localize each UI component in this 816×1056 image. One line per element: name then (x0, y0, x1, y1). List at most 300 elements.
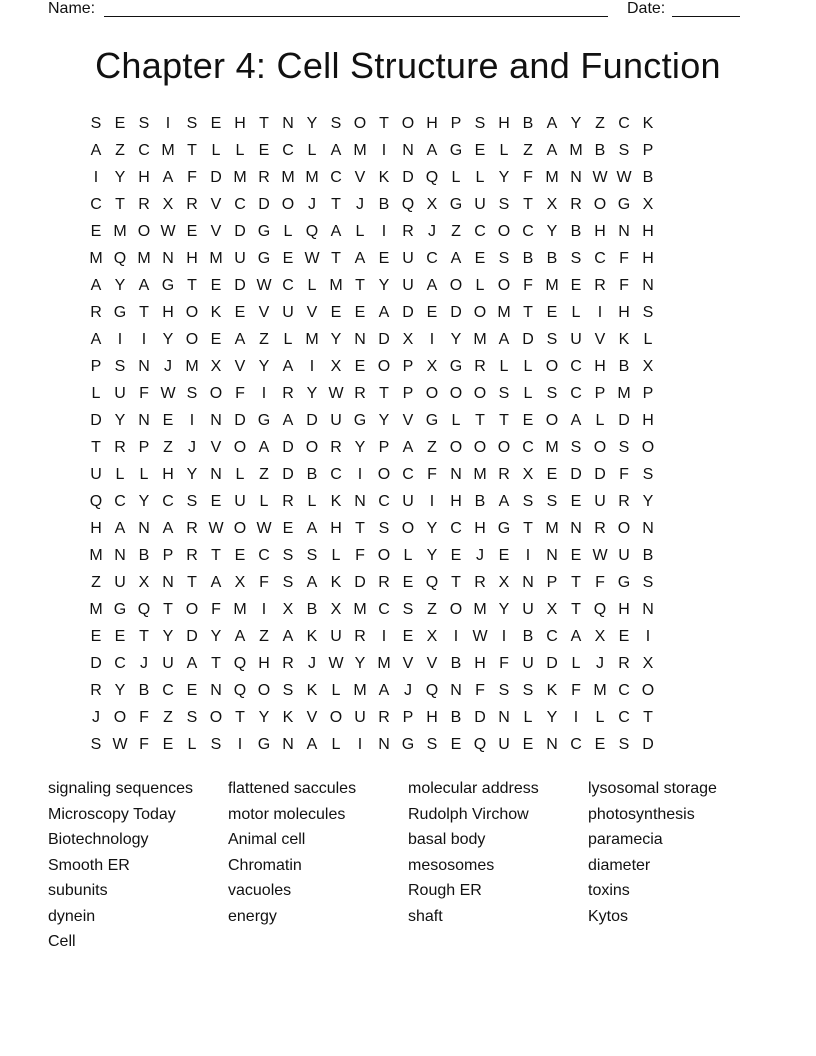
grid-letter: G (113, 304, 127, 321)
grid-letter: R (282, 385, 294, 402)
grid-letter: S (426, 736, 438, 753)
word-list-item: Smooth ER (48, 856, 130, 874)
header (48, 0, 748, 20)
grid-letter: O (185, 331, 199, 348)
grid-letter: Y (378, 412, 390, 429)
grid-letter: M (161, 142, 175, 159)
grid-letter: F (571, 682, 581, 699)
grid-letter: L (595, 709, 605, 726)
grid-row (84, 113, 732, 140)
grid-letter: D (522, 331, 534, 348)
grid-letter: G (113, 601, 127, 618)
grid-letter: O (641, 439, 655, 456)
grid-letter: E (618, 628, 630, 645)
grid-letter: A (162, 169, 174, 186)
grid-letter: M (137, 250, 151, 267)
grid-letter: S (402, 601, 414, 618)
grid-letter: U (330, 412, 342, 429)
grid-letter: O (497, 439, 511, 456)
grid-row (84, 221, 732, 248)
grid-letter: L (331, 682, 341, 699)
grid-letter: S (138, 115, 150, 132)
word-list-item: vacuoles (228, 882, 292, 899)
word-list-item: lysosomal storage (588, 780, 717, 797)
grid-letter: G (617, 574, 631, 591)
grid-letter: R (594, 520, 606, 537)
grid-letter: T (355, 520, 365, 537)
grid-letter: L (451, 169, 461, 186)
grid-letter: E (546, 466, 558, 483)
grid-letter: B (642, 169, 654, 186)
grid-letter: A (426, 142, 438, 159)
grid-letter: Z (163, 439, 173, 456)
word-list-item: Rough ER (408, 882, 482, 899)
grid-letter: X (426, 628, 438, 645)
grid-letter: C (402, 466, 414, 483)
grid-letter: M (89, 250, 103, 267)
name-blank-line (104, 16, 608, 17)
grid-letter: W (328, 385, 344, 402)
grid-letter: S (642, 466, 654, 483)
grid-letter: Y (570, 115, 582, 132)
grid-letter: B (138, 547, 150, 564)
grid-letter: N (114, 547, 126, 564)
grid-letter: U (570, 331, 582, 348)
grid-row (84, 302, 732, 329)
grid-letter: X (546, 196, 558, 213)
grid-letter: O (449, 601, 463, 618)
grid-letter: M (233, 169, 247, 186)
word-list-item: basal body (408, 831, 486, 848)
grid-letter: T (379, 115, 389, 132)
grid-letter: T (115, 196, 125, 213)
grid-letter: S (330, 115, 342, 132)
grid-letter: B (522, 628, 534, 645)
grid-row (84, 491, 732, 518)
grid-letter: F (139, 385, 149, 402)
grid-letter: D (402, 304, 414, 321)
grid-letter: J (596, 655, 604, 672)
grid-letter: P (642, 142, 654, 159)
grid-letter: Z (451, 223, 461, 240)
grid-letter: N (210, 682, 222, 699)
grid-letter: T (259, 115, 269, 132)
grid-letter: T (571, 574, 581, 591)
grid-letter: B (522, 115, 534, 132)
grid-letter: O (473, 439, 487, 456)
grid-letter: Y (546, 709, 558, 726)
grid-letter: N (642, 601, 654, 618)
grid-letter: O (377, 547, 391, 564)
grid-letter: Z (427, 439, 437, 456)
grid-letter: Y (642, 493, 654, 510)
grid-row (84, 653, 732, 680)
grid-letter: O (473, 385, 487, 402)
grid-letter: I (501, 628, 507, 645)
grid-letter: D (570, 466, 582, 483)
grid-letter: R (474, 574, 486, 591)
grid-letter: S (498, 682, 510, 699)
grid-letter: E (282, 250, 294, 267)
grid-letter: U (618, 547, 630, 564)
grid-letter: M (353, 601, 367, 618)
grid-letter: A (138, 277, 150, 294)
grid-letter: L (235, 142, 245, 159)
grid-letter: N (546, 547, 558, 564)
grid-letter: D (546, 655, 558, 672)
grid-letter: I (93, 169, 99, 186)
grid-letter: N (378, 736, 390, 753)
grid-letter: C (90, 196, 102, 213)
grid-letter: W (256, 520, 272, 537)
grid-letter: Y (498, 169, 510, 186)
grid-letter: L (307, 277, 317, 294)
grid-letter: I (381, 628, 387, 645)
grid-letter: A (498, 331, 510, 348)
grid-letter: O (281, 196, 295, 213)
grid-letter: C (474, 223, 486, 240)
grid-letter: T (331, 196, 341, 213)
grid-letter: Z (163, 709, 173, 726)
grid-letter: N (138, 358, 150, 375)
grid-letter: E (474, 250, 486, 267)
grid-letter: T (211, 655, 221, 672)
grid-letter: Q (233, 655, 247, 672)
word-list-item: paramecia (588, 831, 663, 848)
grid-letter: E (186, 223, 198, 240)
grid-letter: L (355, 223, 365, 240)
grid-letter: M (497, 304, 511, 321)
grid-letter: F (499, 655, 509, 672)
grid-letter: S (570, 250, 582, 267)
grid-row (84, 383, 732, 410)
grid-letter: K (210, 304, 222, 321)
grid-letter: H (258, 655, 270, 672)
grid-letter: V (594, 331, 606, 348)
grid-letter: U (114, 385, 126, 402)
grid-letter: L (403, 547, 413, 564)
grid-letter: L (307, 142, 317, 159)
grid-letter: E (90, 628, 102, 645)
grid-letter: A (306, 520, 318, 537)
grid-letter: E (330, 304, 342, 321)
grid-letter: N (570, 520, 582, 537)
grid-letter: Z (259, 331, 269, 348)
grid-letter: H (426, 709, 438, 726)
grid-letter: E (210, 277, 222, 294)
grid-row (84, 680, 732, 707)
grid-letter: T (139, 628, 149, 645)
grid-letter: K (306, 682, 318, 699)
grid-letter: N (162, 574, 174, 591)
grid-letter: Y (354, 439, 366, 456)
grid-letter: G (617, 196, 631, 213)
grid-letter: D (642, 736, 654, 753)
grid-letter: E (402, 574, 414, 591)
grid-letter: U (594, 493, 606, 510)
grid-letter: I (453, 628, 459, 645)
word-list-item: subunits (48, 882, 108, 899)
grid-letter: Q (425, 574, 439, 591)
grid-letter: C (522, 439, 534, 456)
grid-letter: F (235, 385, 245, 402)
grid-letter: E (450, 547, 462, 564)
grid-letter: S (282, 547, 294, 564)
grid-letter: A (450, 250, 462, 267)
grid-letter: O (113, 709, 127, 726)
grid-letter: E (522, 412, 534, 429)
grid-letter: D (234, 412, 246, 429)
grid-letter: D (378, 331, 390, 348)
grid-letter: M (377, 655, 391, 672)
grid-letter: Q (113, 250, 127, 267)
grid-letter: W (112, 736, 128, 753)
grid-letter: S (378, 520, 390, 537)
grid-letter: S (618, 439, 630, 456)
grid-letter: S (90, 736, 102, 753)
grid-letter: M (593, 682, 607, 699)
grid-letter: K (618, 331, 630, 348)
grid-letter: M (569, 142, 583, 159)
grid-letter: L (595, 412, 605, 429)
grid-letter: X (642, 655, 654, 672)
grid-letter: S (90, 115, 102, 132)
grid-letter: L (139, 466, 149, 483)
grid-letter: L (235, 466, 245, 483)
grid-letter: Y (258, 709, 270, 726)
word-list-item: Microscopy Today (48, 805, 176, 823)
grid-letter: H (426, 115, 438, 132)
grid-letter: L (643, 331, 653, 348)
grid-letter: R (258, 169, 270, 186)
grid-letter: D (306, 412, 318, 429)
grid-letter: T (163, 601, 173, 618)
grid-letter: D (210, 169, 222, 186)
grid-letter: S (546, 331, 558, 348)
grid-letter: D (282, 466, 294, 483)
grid-letter: S (618, 142, 630, 159)
grid-letter: Y (114, 412, 126, 429)
grid-letter: E (474, 142, 486, 159)
grid-letter: B (450, 655, 462, 672)
grid-letter: Y (354, 655, 366, 672)
grid-letter: R (378, 574, 390, 591)
word-list-item: energy (228, 907, 277, 925)
grid-letter: S (498, 250, 510, 267)
grid-letter: Y (306, 385, 318, 402)
grid-letter: C (378, 601, 390, 618)
grid-row (84, 626, 732, 653)
grid-letter: L (307, 493, 317, 510)
grid-letter: I (261, 385, 267, 402)
grid-letter: O (305, 439, 319, 456)
grid-letter: U (402, 250, 414, 267)
grid-letter: Y (498, 601, 510, 618)
grid-letter: C (330, 169, 342, 186)
grid-letter: M (617, 385, 631, 402)
grid-letter: D (90, 655, 102, 672)
grid-letter: K (282, 709, 294, 726)
grid-letter: O (209, 709, 223, 726)
grid-letter: O (449, 385, 463, 402)
grid-letter: O (233, 439, 247, 456)
grid-letter: T (643, 709, 653, 726)
grid-letter: H (162, 466, 174, 483)
grid-letter: W (592, 169, 608, 186)
grid-letter: L (499, 142, 509, 159)
grid-letter: F (259, 574, 269, 591)
grid-letter: Z (259, 466, 269, 483)
grid-letter: Y (186, 466, 198, 483)
grid-letter: A (90, 142, 102, 159)
grid-letter: B (450, 709, 462, 726)
grid-letter: F (523, 277, 533, 294)
grid-letter: U (354, 709, 366, 726)
grid-letter: N (210, 466, 222, 483)
grid-letter: M (305, 331, 319, 348)
grid-letter: T (571, 601, 581, 618)
grid-letter: S (618, 736, 630, 753)
grid-letter: M (185, 358, 199, 375)
grid-letter: H (594, 223, 606, 240)
grid-letter: A (402, 439, 414, 456)
word-list-item: toxins (588, 882, 630, 899)
grid-letter: P (378, 439, 390, 456)
grid-row (84, 356, 732, 383)
grid-letter: K (330, 574, 342, 591)
grid-letter: X (234, 574, 246, 591)
grid-letter: R (186, 547, 198, 564)
grid-letter: O (641, 682, 655, 699)
grid-letter: W (328, 655, 344, 672)
grid-letter: J (140, 655, 148, 672)
grid-letter: Z (91, 574, 101, 591)
grid-letter: P (594, 385, 606, 402)
grid-letter: L (211, 142, 221, 159)
grid-letter: C (450, 520, 462, 537)
grid-letter: L (571, 304, 581, 321)
grid-letter: J (428, 223, 436, 240)
grid-letter: V (402, 412, 414, 429)
grid-letter: O (593, 439, 607, 456)
grid-letter: N (354, 493, 366, 510)
grid-letter: T (499, 412, 509, 429)
grid-letter: E (354, 304, 366, 321)
grid-letter: L (475, 277, 485, 294)
grid-letter: C (234, 196, 246, 213)
grid-letter: Q (137, 601, 151, 618)
grid-letter: H (642, 250, 654, 267)
grid-row (84, 545, 732, 572)
grid-letter: C (570, 736, 582, 753)
grid-letter: L (283, 223, 293, 240)
grid-letter: C (138, 142, 150, 159)
grid-letter: A (114, 520, 126, 537)
grid-letter: M (473, 331, 487, 348)
grid-row (84, 518, 732, 545)
grid-letter: D (474, 709, 486, 726)
word-list-item: diameter (588, 856, 651, 874)
grid-letter: A (354, 250, 366, 267)
grid-letter: C (282, 142, 294, 159)
grid-letter: I (645, 628, 651, 645)
grid-letter: P (402, 709, 414, 726)
grid-letter: U (522, 601, 534, 618)
grid-letter: R (618, 655, 630, 672)
grid-letter: X (498, 574, 510, 591)
word-list-item: Biotechnology (48, 831, 149, 848)
grid-letter: A (282, 412, 294, 429)
grid-letter: M (353, 142, 367, 159)
word-list-item: Kytos (588, 907, 629, 925)
grid-letter: W (472, 628, 488, 645)
grid-letter: U (402, 277, 414, 294)
grid-letter: U (522, 655, 534, 672)
grid-letter: H (474, 655, 486, 672)
grid-letter: G (257, 250, 271, 267)
grid-letter: E (570, 277, 582, 294)
grid-letter: D (282, 439, 294, 456)
word-list-item: signaling sequences (48, 780, 193, 797)
grid-letter: E (426, 304, 438, 321)
grid-letter: P (402, 385, 414, 402)
grid-letter: E (186, 682, 198, 699)
grid-row (84, 140, 732, 167)
grid-letter: E (522, 736, 534, 753)
grid-letter: Y (378, 277, 390, 294)
grid-row (84, 734, 732, 761)
grid-letter: F (475, 682, 485, 699)
grid-letter: H (138, 169, 150, 186)
grid-letter: T (451, 574, 461, 591)
grid-letter: O (353, 115, 367, 132)
grid-letter: E (570, 547, 582, 564)
grid-letter: B (138, 682, 150, 699)
grid-letter: G (257, 736, 271, 753)
grid-letter: C (258, 547, 270, 564)
grid-letter: Y (162, 331, 174, 348)
grid-letter: X (546, 601, 558, 618)
grid-letter: Q (593, 601, 607, 618)
grid-letter: R (354, 628, 366, 645)
grid-letter: T (91, 439, 101, 456)
grid-letter: C (162, 493, 174, 510)
grid-letter: E (234, 547, 246, 564)
grid-letter: S (570, 439, 582, 456)
grid-letter: L (523, 385, 533, 402)
grid-letter: F (139, 736, 149, 753)
grid-row (84, 194, 732, 221)
grid-letter: N (210, 412, 222, 429)
grid-letter: O (185, 304, 199, 321)
grid-letter: B (642, 547, 654, 564)
grid-letter: Y (138, 493, 150, 510)
grid-letter: O (209, 385, 223, 402)
grid-letter: R (402, 223, 414, 240)
grid-letter: H (162, 304, 174, 321)
grid-letter: M (545, 277, 559, 294)
grid-letter: A (90, 331, 102, 348)
grid-letter: X (402, 331, 414, 348)
grid-letter: R (114, 439, 126, 456)
grid-letter: T (187, 277, 197, 294)
grid-letter: G (449, 358, 463, 375)
grid-letter: D (258, 196, 270, 213)
grid-letter: Z (523, 142, 533, 159)
grid-letter: O (137, 223, 151, 240)
grid-letter: I (117, 331, 123, 348)
grid-letter: M (473, 466, 487, 483)
